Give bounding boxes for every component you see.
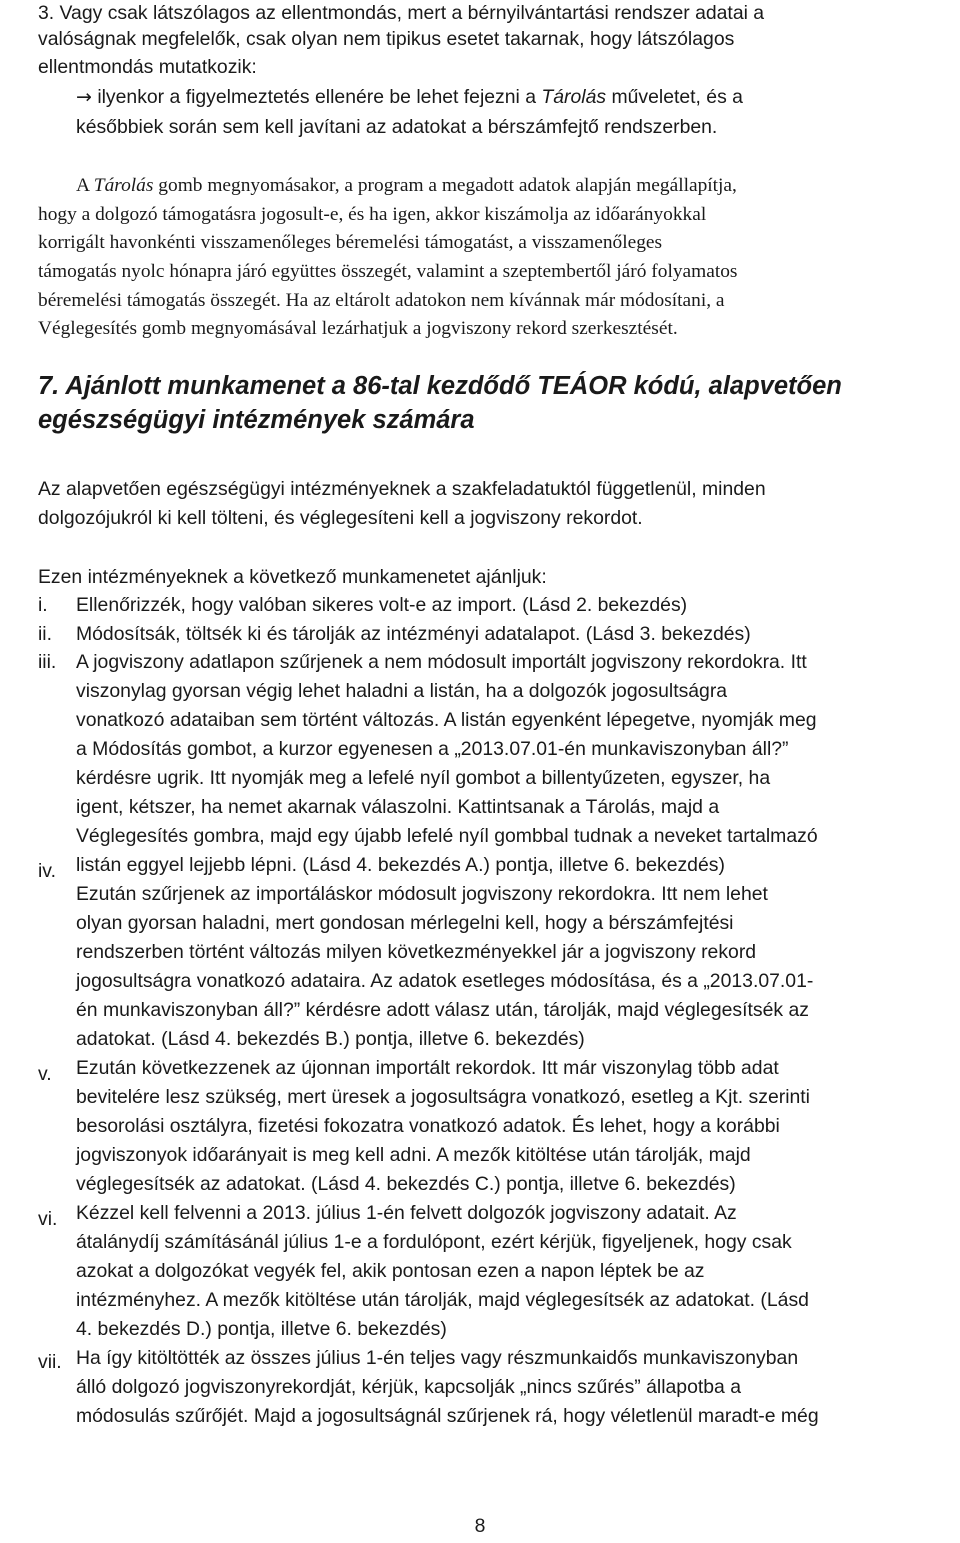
list-item-number: v. bbox=[38, 1063, 52, 1085]
list-item-line: Ha így kitöltötték az összes július 1-én teljes vagy részmunkaidős munkaviszonyban bbox=[76, 1347, 799, 1369]
list-item-line: jogosultságra vonatkozó adataira. Az adatok esetleges módosítása, és a „2013.07.01- bbox=[76, 970, 814, 992]
section-heading: egészségügyi intézmények számára bbox=[38, 406, 475, 434]
point3-line: 3. Vagy csak látszólagos az ellentmondás, mert a bérnyilvántartási rendszer adatai a bbox=[38, 2, 765, 24]
list-item-line: Kézzel kell felvenni a 2013. július 1-én felvett dolgozók jogviszony adatait. Az bbox=[76, 1202, 737, 1224]
list-item-number: i. bbox=[38, 594, 48, 616]
list-item-number: iii. bbox=[38, 651, 57, 673]
list-item-line: rendszerben történt változás milyen következményekkel jár a jogviszony rekord bbox=[76, 941, 757, 963]
list-item-line: Ezután következzenek az újonnan importált rekordok. Itt már viszonylag több adat bbox=[76, 1057, 779, 1079]
list-item-line: viszonylag gyorsan végig lehet haladni a listán, ha a dolgozók jogosultságra bbox=[76, 680, 728, 702]
point3-line: későbbiek során sem kell javítani az adatokat a bérszámfejtő rendszerben. bbox=[76, 116, 718, 138]
list-item-line: listán eggyel lejjebb lépni. (Lásd 4. bekezdés A.) pontja, illetve 6. bekezdés) bbox=[76, 854, 725, 876]
list-item-line: kérdésre ugrik. Itt nyomják meg a lefelé nyíl gombot a billentyűzeten, egyszer, ha bbox=[76, 767, 771, 789]
list-item-number: ii. bbox=[38, 623, 53, 645]
lead-line: Ezen intézményeknek a következő munkamenetet ajánljuk: bbox=[38, 566, 547, 588]
list-item-line: én munkaviszonyban áll?” kérdésre adott válasz után, tárolják, majd véglegesítsék az bbox=[76, 999, 809, 1021]
list-item-line: 4. bekezdés D.) pontja, illetve 6. bekezdés) bbox=[76, 1318, 447, 1340]
list-item-line: igent, kétszer, ha nemet akarnak válaszolni. Kattintsanak a Tárolás, majd a bbox=[76, 796, 720, 818]
storage-paragraph-line: Véglegesítés gomb megnyomásával lezárhatjuk a jogviszony rekord szerkesztését. bbox=[38, 318, 678, 339]
list-item-line: a Módosítás gombot, a kurzor egyenesen a „2013.07.01-én munkaviszonyban áll?” bbox=[76, 738, 789, 760]
list-item-line: módosulás szűrőjét. Majd a jogosultságnál szűrjenek rá, hogy véletlenül maradt-e még bbox=[76, 1405, 819, 1427]
point3-arrow-line: → ilyenkor a figyelmeztetés ellenére be lehet fejezni a Tárolás műveletet, és a bbox=[76, 86, 743, 108]
list-item-line: jogviszonyok időarányait is meg kell adni. A mezők kitöltése után tárolják, majd bbox=[76, 1144, 751, 1166]
list-item-line: intézményhez. A mezők kitöltése után tárolják, majd véglegesítsék az adatokat. (Lásd bbox=[76, 1289, 809, 1311]
right-arrow-icon: → bbox=[76, 86, 92, 108]
list-item-line: Véglegesítés gombra, majd egy újabb lefelé nyíl gombbal tudnak a neveket tartalmazó bbox=[76, 825, 818, 847]
storage-paragraph-line: béremelési támogatás összegét. Ha az eltárolt adatokon nem kívánnak már módosítani, a bbox=[38, 290, 725, 311]
list-item-line: Ezután szűrjenek az importáláskor módosult jogviszony rekordokra. Itt nem lehet bbox=[76, 883, 768, 905]
storage-paragraph-first-line: A Tárolás gomb megnyomásakor, a program a megadott adatok alapján megállapítja, bbox=[76, 175, 737, 196]
intro-line: dolgozójukról ki kell tölteni, és véglegesíteni kell a jogviszony rekordot. bbox=[38, 507, 643, 529]
list-item-number: vii. bbox=[38, 1351, 62, 1373]
list-item-line: véglegesítsék az adatokat. (Lásd 4. bekezdés C.) pontja, illetve 6. bekezdés) bbox=[76, 1173, 736, 1195]
list-item-line: A jogviszony adatlapon szűrjenek a nem módosult importált jogviszony rekordokra. Itt bbox=[76, 651, 807, 673]
storage-paragraph-line: korrigált havonkénti visszamenőleges béremelési támogatást, a visszamenőleges bbox=[38, 232, 663, 253]
intro-line: Az alapvetően egészségügyi intézményeknek a szakfeladatuktól függetlenül, minden bbox=[38, 478, 766, 500]
section-heading: 7. Ajánlott munkamenet a 86-tal kezdődő TEÁOR kódú, alapvetően bbox=[38, 372, 842, 400]
list-item-line: átalánydíj számításánál július 1-e a fordulópont, ezért kérjük, figyeljenek, hogy csak bbox=[76, 1231, 792, 1253]
list-item-line: vonatkozó adataiban sem történt változás. A listán egyenként lépegetve, nyomják meg bbox=[76, 709, 817, 731]
storage-paragraph-line: hogy a dolgozó támogatásra jogosult-e, és ha igen, akkor kiszámolja az időarányokkal bbox=[38, 204, 707, 225]
list-item-number: iv. bbox=[38, 860, 56, 882]
list-item-line: olyan gyorsan haladni, mert gondosan mérlegelni kell, hogy a bérszámfejtési bbox=[76, 912, 734, 934]
point3-line: ellentmondás mutatkozik: bbox=[38, 56, 257, 78]
list-item-line: álló dolgozó jogviszonyrekordját, kérjük, kapcsolják „nincs szűrés” állapotba a bbox=[76, 1376, 742, 1398]
storage-paragraph-line: támogatás nyolc hónapra járó együttes összegét, valamint a szeptembertől járó folyamatos bbox=[38, 261, 738, 282]
list-item-line: azokat a dolgozókat vegyék fel, akik pontosan ezen a napon léptek be az bbox=[76, 1260, 705, 1282]
list-item-line: bevitelére lesz szükség, mert üresek a jogosultságra vonatkozó, esetleg a Kjt. szerinti bbox=[76, 1086, 810, 1108]
list-item-line: adatokat. (Lásd 4. bekezdés B.) pontja, illetve 6. bekezdés) bbox=[76, 1028, 585, 1050]
list-item-line: besorolási osztályra, fizetési fokozatra vonatkozó adatok. És lehet, hogy a korábbi bbox=[76, 1115, 780, 1137]
list-item-number: vi. bbox=[38, 1208, 58, 1230]
list-item-line: Módosítsák, töltsék ki és tárolják az intézményi adatalapot. (Lásd 3. bekezdés) bbox=[76, 623, 751, 645]
point3-line: valóságnak megfelelők, csak olyan nem tipikus esetet takarnak, hogy látszólagos bbox=[38, 28, 735, 50]
list-item-line: Ellenőrizzék, hogy valóban sikeres volt-e az import. (Lásd 2. bekezdés) bbox=[76, 594, 688, 616]
page-number: 8 bbox=[474, 1515, 486, 1537]
